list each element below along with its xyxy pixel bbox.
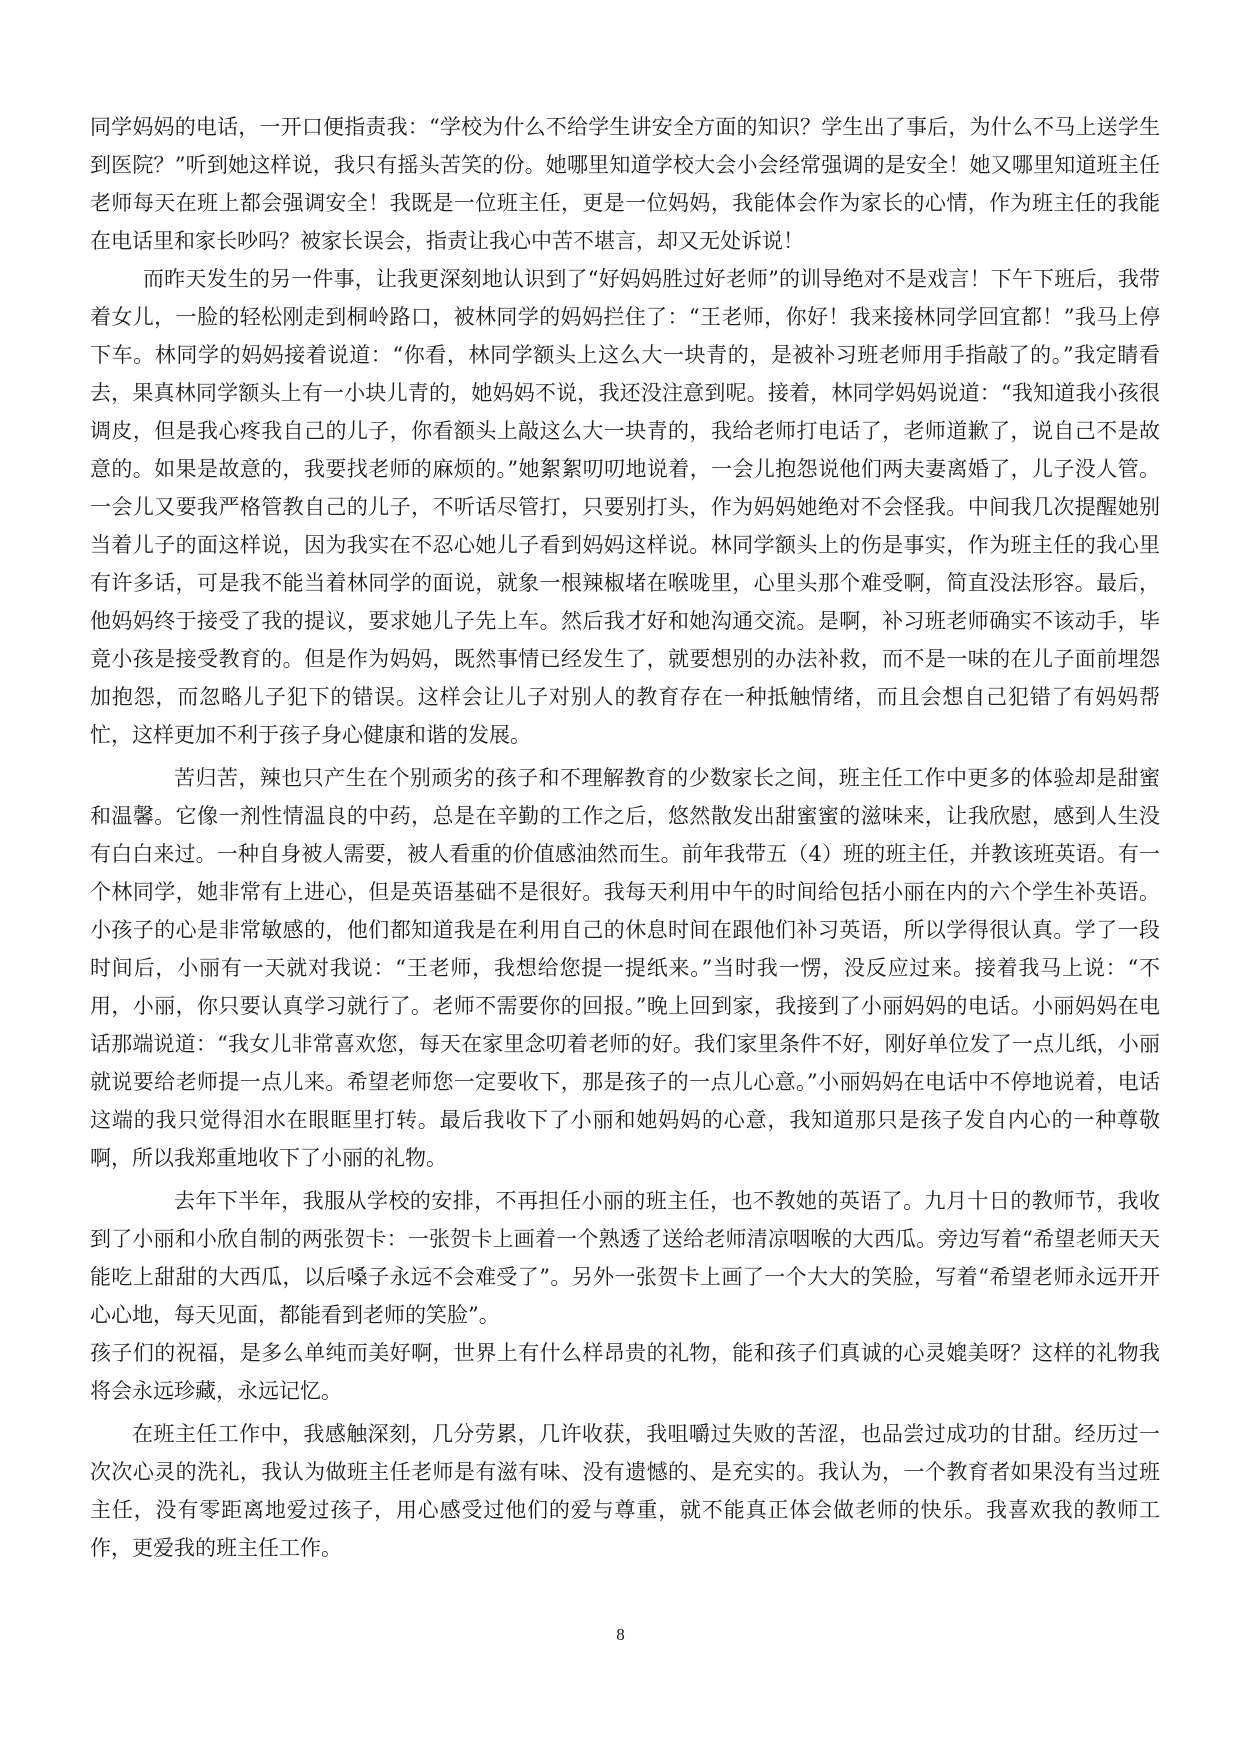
page-number: 8 <box>616 1625 625 1644</box>
paragraph-5: 孩子们的祝福，是多么单纯而美好啊，世界上有什么样昂贵的礼物，能和孩子们真诚的心灵媲美呀？这样的礼物我将会永远珍藏，永远记忆。 <box>90 1341 1160 1403</box>
paragraph-2: 而昨天发生的另一件事，让我更深刻地认识到了“好妈妈胜过好老师”的训导绝对不是戏言！下午下班后，我带着女儿，一脸的轻松刚走到桐岭路口，被林同学的妈妈拦住了：“王老师，你好！我来接林同学回宜都！”我马上停下车。林同学的妈妈接着说道：“你看，林同学额头上这么大一块青的，是被补习班老师用手指敲了的。”我定睛看去，果真林同学额头上有一小块儿青的，她妈妈不说，我还没注意到呢。接着，林同学妈妈说道：“我知道我小孩很调皮，但是我心疼我自己的儿子，你看额头上敲这么大一块青的，我给老师打电话了，老师道歉了，说自己不是故意的。如果是故意的，我要找老师的麻烦的。”她絮絮叨叨地说着，一会儿抱怨说他们两夫妻离婚了，儿子没人管。一会儿又要我严格管教自己的儿子，不听话尽管打，只要别打头，作为妈妈她绝对不会怪我。中间我几次提醒她别当着儿子的面这样说，因为我实在不忍心她儿子看到妈妈这样说。林同学额头上的伤是事实，作为班主任的我心里有许多话，可是我不能当着林同学的面说，就象一根辣椒堵在喉咙里，心里头那个难受啊，简直没法形容。最后，他妈妈终于接受了我的提议，要求她儿子先上车。然后我才好和她沟通交流。是啊，补习班老师确实不该动手，毕竟小孩是接受教育的。但是作为妈妈，既然事情已经发生了，就要想别的办法补救，而不是一味的在儿子面前埋怨加抱怨，而忽略儿子犯下的错误。这样会让儿子对别人的教育存在一种抵触情绪，而且会想自己犯错了有妈妈帮忙，这样更加不利于孩子身心健康和谐的发展。 <box>90 267 1160 747</box>
paragraph-1: 同学妈妈的电话，一开口便指责我：“学校为什么不给学生讲安全方面的知识？学生出了事后，为什么不马上送学生到医院？”听到她这样说，我只有摇头苦笑的份。她哪里知道学校大会小会经常强调的是安全！她又哪里知道班主任老师每天在班上都会强调安全！我既是一位班主任，更是一位妈妈，我能体会作为家长的心情，作为班主任的我能在电话里和家长吵吗？被家长误会，指责让我心中苦不堪言，却又无处诉说！ <box>90 115 1160 253</box>
paragraph-6: 在班主任工作中，我感触深刻，几分劳累，几许收获，我咀嚼过失败的苦涩，也品尝过成功的甘甜。经历过一次次心灵的洗礼，我认为做班主任老师是有滋有味、没有遗憾的、是充实的。我认为，一个教育者如果没有当过班主任，没有零距离地爱过孩子，用心感受过他们的爱与尊重，就不能真正体会做老师的快乐。我喜欢我的教师工作，更爱我的班主任工作。 <box>90 1422 1160 1560</box>
paragraph-3: 苦归苦，辣也只产生在个别顽劣的孩子和不理解教育的少数家长之间，班主任工作中更多的体验却是甜蜜和温馨。它像一剂性情温良的中药，总是在辛勤的工作之后，悠然散发出甜蜜蜜的滋味来，让我欣慰，感到人生没有白白来过。一种自身被人需要，被人看重的价值感油然而生。前年我带五（4）班的班主任，并教该班英语。有一个林同学，她非常有上进心，但是英语基础不是很好。我每天利用中午的时间给包括小丽在内的六个学生补英语。小孩子的心是非常敏感的，他们都知道我是在利用自己的休息时间在跟他们补习英语，所以学得很认真。学了一段时间后，小丽有一天就对我说：“王老师，我想给您提一提纸来。”当时我一愣，没反应过来。接着我马上说：“不用，小丽，你只要认真学习就行了。老师不需要你的回报。”晚上回到家，我接到了小丽妈妈的电话。小丽妈妈在电话那端说道：“我女儿非常喜欢您，每天在家里念叨着老师的好。我们家里条件不好，刚好单位发了一点儿纸，小丽就说要给老师提一点儿来。希望老师您一定要收下，那是孩子的一点儿心意。”小丽妈妈在电话中不停地说着，电话这端的我只觉得泪水在眼眶里打转。最后我收下了小丽和她妈妈的心意，我知道那只是孩子发自内心的一种尊敬啊，所以我郑重地收下了小丽的礼物。 <box>90 766 1160 1170</box>
paragraph-4: 去年下半年，我服从学校的安排，不再担任小丽的班主任，也不教她的英语了。九月十日的教师节，我收到了小丽和小欣自制的两张贺卡：一张贺卡上画着一个熟透了送给老师清凉咽喉的大西瓜。旁边写着“希望老师天天能吃上甜甜的大西瓜，以后嗓子永远不会难受了”。另外一张贺卡上画了一个大大的笑脸，写着“希望老师永远开开心心地，每天见面，都能看到老师的笑脸”。 <box>90 1189 1160 1327</box>
body-text <box>90 108 1160 1567</box>
